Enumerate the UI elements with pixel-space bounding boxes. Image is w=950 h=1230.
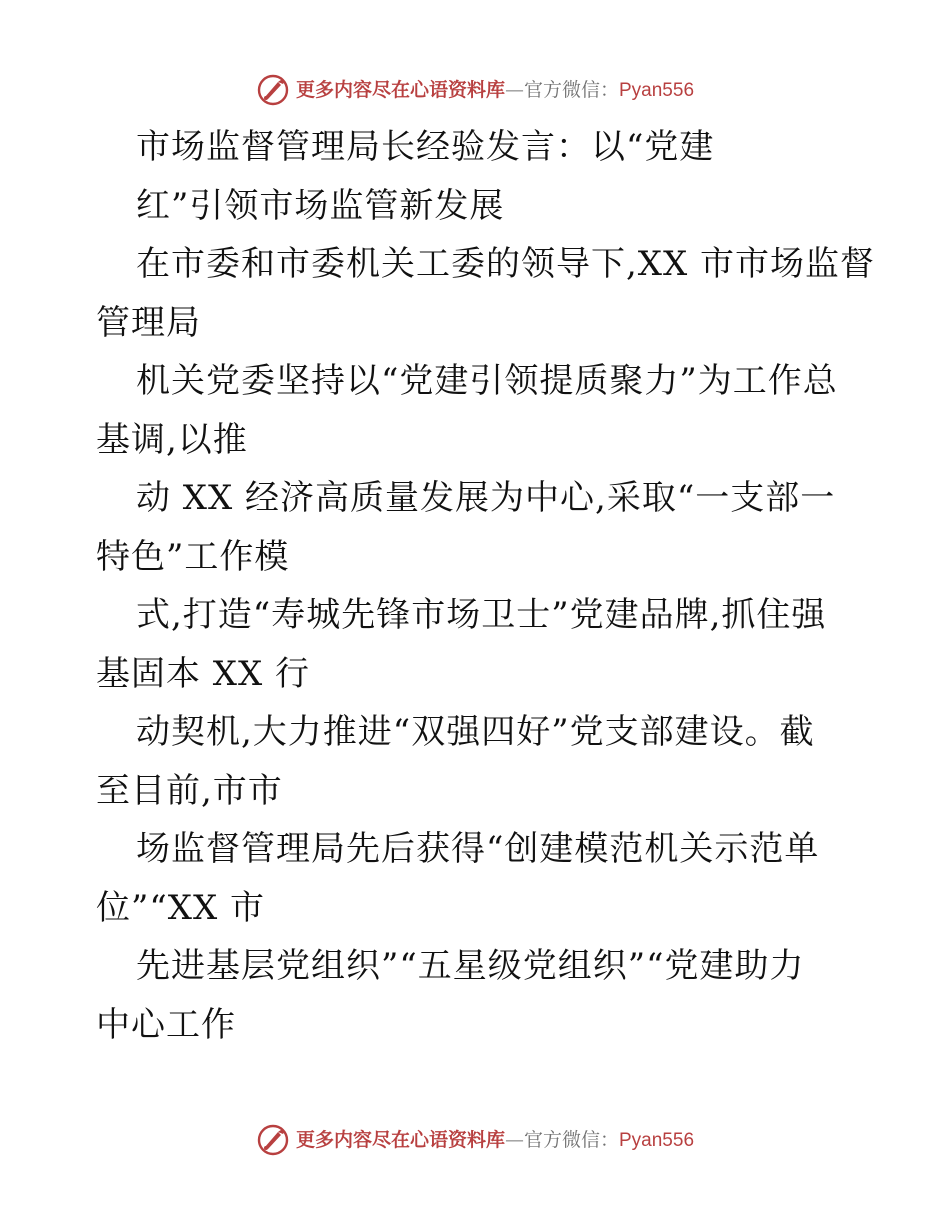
banner-brand: 更多内容尽在心语资料库 bbox=[295, 1128, 505, 1151]
doc-line: 基固本 XX 行 bbox=[96, 653, 311, 694]
doc-line: 场监督管理局先后获得“创建模范机关示范单 bbox=[136, 829, 820, 869]
banner-wechat-id: Pyan556 bbox=[619, 79, 695, 101]
banner-wechat-id: Pyan556 bbox=[619, 1129, 695, 1151]
doc-line: 管理局 bbox=[96, 302, 201, 343]
quill-circle-icon bbox=[256, 73, 290, 107]
doc-line: 式,打造“寿城先锋市场卫士”党建品牌,抓住强 bbox=[136, 595, 827, 635]
doc-line: 动契机,大力推进“双强四好”党支部建设。截 bbox=[136, 712, 815, 752]
doc-line: 至目前,市市 bbox=[96, 770, 283, 811]
doc-line: 位”“XX 市 bbox=[96, 887, 265, 928]
doc-line: 动 XX 经济高质量发展为中心,采取“一支部一 bbox=[136, 478, 836, 518]
document-body bbox=[96, 118, 876, 1054]
doc-line: 先进基层党组织”“五星级党组织”“党建助力 bbox=[136, 946, 805, 986]
doc-line: 中心工作 bbox=[96, 1004, 236, 1045]
doc-line: 机关党委坚持以“党建引领提质聚力”为工作总 bbox=[136, 361, 838, 401]
doc-line: 基调,以推 bbox=[96, 419, 248, 460]
quill-circle-icon bbox=[256, 1123, 290, 1157]
banner-separator: — bbox=[504, 1128, 524, 1151]
banner-text bbox=[295, 1128, 695, 1151]
banner-brand: 更多内容尽在心语资料库 bbox=[295, 78, 505, 101]
header-banner bbox=[0, 70, 950, 110]
footer-banner bbox=[0, 1120, 950, 1160]
banner-text bbox=[295, 78, 695, 101]
banner-official-label: 官方微信： bbox=[523, 78, 619, 101]
banner-official-label: 官方微信： bbox=[523, 1128, 619, 1151]
doc-line: 市场监督管理局长经验发言：以“党建 bbox=[136, 127, 715, 167]
doc-line: 特色”工作模 bbox=[96, 536, 290, 577]
doc-line: 红”引领市场监管新发展 bbox=[136, 185, 505, 226]
banner-separator: — bbox=[504, 78, 524, 101]
doc-line: 在市委和市委机关工委的领导下,XX 市市场监督 bbox=[136, 244, 876, 284]
